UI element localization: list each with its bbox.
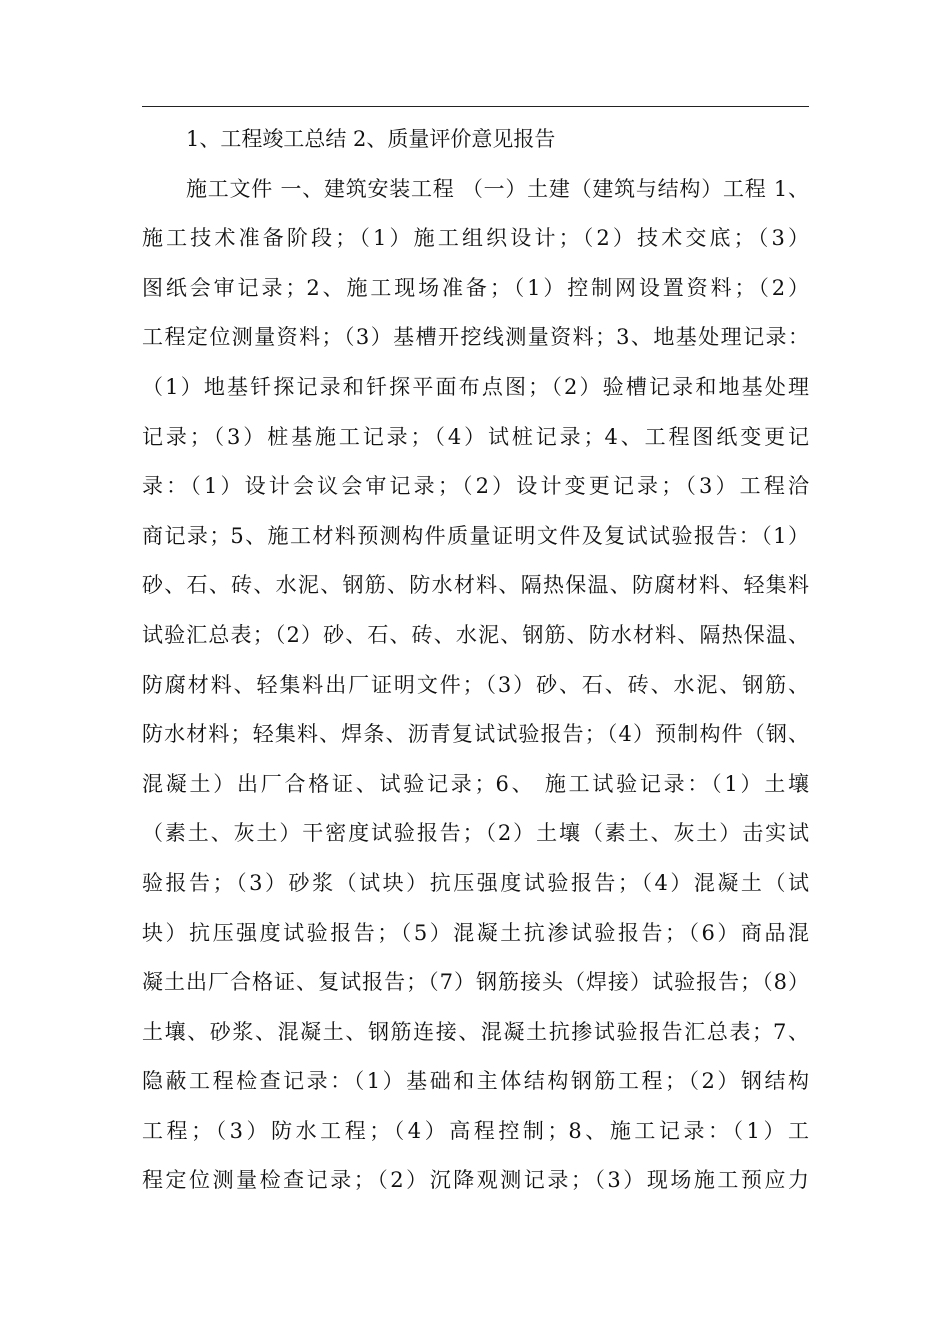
paragraph-line: 施工技术准备阶段；（1）施工组织设计；（2）技术交底；（3）: [142, 226, 809, 251]
paragraph-line: （素土、灰土）干密度试验报告；（2）土壤（素土、灰土）击实试: [142, 821, 809, 846]
paragraph-line: 程定位测量检查记录；（2）沉降观测记录；（3）现场施工预应力: [142, 1168, 809, 1193]
paragraph-line: 防腐材料、轻集料出厂证明文件；（3）砂、石、砖、水泥、钢筋、: [142, 672, 809, 697]
paragraph-line: 记录；（3）桩基施工记录；（4）试桩记录；4、工程图纸变更记: [142, 424, 809, 449]
paragraph-line: （1）地基钎探记录和钎探平面布点图；（2）验槽记录和地基处理: [142, 374, 809, 399]
paragraph-line: 隐蔽工程检查记录：（1）基础和主体结构钢筋工程；（2）钢结构: [142, 1069, 809, 1094]
paragraph-line: 工程；（3）防水工程；（4）高程控制；8、施工记录：（1）工: [142, 1118, 809, 1143]
paragraph-line: 工程定位测量资料；（3）基槽开挖线测量资料；3、地基处理记录：: [142, 325, 809, 350]
paragraph-line: 验报告；（3）砂浆（试块）抗压强度试验报告；（4）混凝土（试: [142, 870, 809, 895]
paragraph-line: 防水材料；轻集料、焊条、沥青复试试验报告；（4）预制构件（钢、: [142, 722, 809, 747]
header-rule: [142, 106, 809, 107]
paragraph-line: 混凝土）出厂合格证、试验记录；6、 施工试验记录：（1）土壤: [142, 771, 809, 796]
paragraph-line: 商记录；5、施工材料预测构件质量证明文件及复试试验报告：（1）: [142, 523, 809, 548]
paragraph-line: 录：（1）设计会议会审记录；（2）设计变更记录；（3）工程洽: [142, 474, 809, 499]
paragraph-line: 土壤、砂浆、混凝土、钢筋连接、混凝土抗掺试验报告汇总表；7、: [142, 1019, 809, 1044]
paragraph-line: 块）抗压强度试验报告；（5）混凝土抗渗试验报告；（6）商品混: [142, 920, 809, 945]
paragraph-line: 施工文件 一、建筑安装工程 （一）土建（建筑与结构）工程 1、: [186, 176, 809, 201]
document-body: [142, 115, 809, 1206]
paragraph-line: 砂、石、砖、水泥、钢筋、防水材料、隔热保温、防腐材料、轻集料: [142, 573, 809, 598]
paragraph-line: 凝土出厂合格证、复试报告；（7）钢筋接头（焊接）试验报告；（8）: [142, 970, 809, 995]
paragraph-line: 试验汇总表；（2）砂、石、砖、水泥、钢筋、防水材料、隔热保温、: [142, 622, 809, 647]
paragraph-line: 图纸会审记录；2、施工现场准备；（1）控制网设置资料；（2）: [142, 275, 809, 300]
paragraph-line-heading: 1、工程竣工总结 2、质量评价意见报告: [186, 127, 556, 151]
